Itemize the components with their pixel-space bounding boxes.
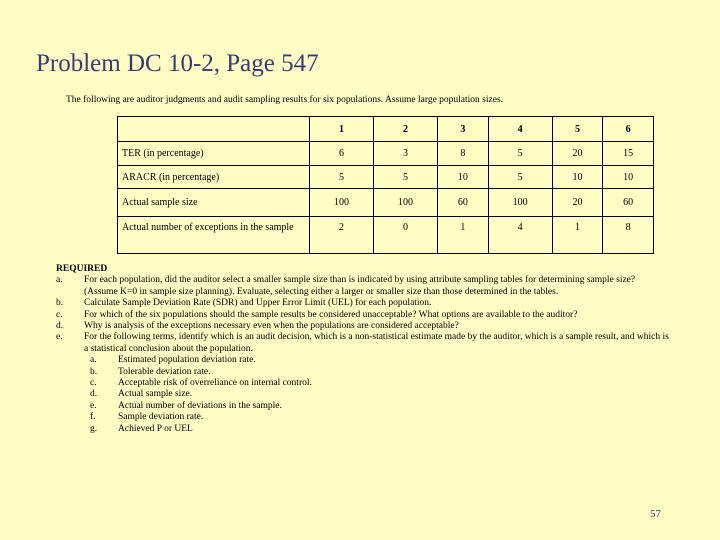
table-cell: 15 xyxy=(603,142,654,166)
question-marker: d. xyxy=(56,321,64,332)
row-label: ARACR (in percentage) xyxy=(118,166,310,189)
term-item xyxy=(56,424,671,435)
question-item xyxy=(56,321,671,332)
term-item xyxy=(56,355,671,366)
slide-title: Problem DC 10-2, Page 547 xyxy=(36,50,319,77)
term-marker: c. xyxy=(90,378,97,389)
data-table xyxy=(117,116,654,254)
required-heading: REQUIRED xyxy=(56,264,108,274)
table-header-cell: 5 xyxy=(552,117,603,142)
term-marker: e. xyxy=(90,400,97,411)
term-item xyxy=(56,412,671,423)
term-item xyxy=(56,401,671,412)
question-marker: b. xyxy=(56,298,64,309)
table-cell: 0 xyxy=(374,217,438,254)
table-cell: 10 xyxy=(438,166,489,189)
table-cell: 5 xyxy=(310,166,374,189)
table-header-cell: 4 xyxy=(488,117,552,142)
table-cell: 10 xyxy=(603,166,654,189)
table-header-cell xyxy=(118,117,310,142)
table-header-row xyxy=(118,117,654,142)
table-cell: 100 xyxy=(374,189,438,217)
table-row xyxy=(118,142,654,166)
row-label: TER (in percentage) xyxy=(118,142,310,166)
table-cell: 5 xyxy=(488,166,552,189)
term-marker: a. xyxy=(90,355,97,366)
table-cell: 10 xyxy=(552,166,603,189)
table-cell: 4 xyxy=(488,217,552,254)
term-item xyxy=(56,378,671,389)
term-text: Estimated population deviation rate. xyxy=(118,355,256,366)
table-cell: 5 xyxy=(374,166,438,189)
term-marker: d. xyxy=(90,389,98,400)
table-cell: 20 xyxy=(552,189,603,217)
question-text: For which of the six populations should the sample results be considered unacceptable? What options are available to the auditor? xyxy=(84,309,578,320)
question-text: For each population, did the auditor select a smaller sample size than is indicated by using attribute sampling tables for determining sample size? (Assume K=0 in sample size planning). Evaluate, selecting either a larger or smaller size than those determined in the tables. xyxy=(84,275,636,297)
question-text: Why is analysis of the exceptions necessary even when the populations are considered acceptable? xyxy=(84,321,459,332)
table-header-cell: 3 xyxy=(438,117,489,142)
table-cell: 20 xyxy=(552,142,603,166)
table-cell: 1 xyxy=(438,217,489,254)
question-item xyxy=(56,332,671,355)
question-marker: c. xyxy=(56,309,63,320)
question-item xyxy=(56,310,671,321)
term-item xyxy=(56,389,671,400)
table-header-cell: 6 xyxy=(603,117,654,142)
question-item xyxy=(56,275,671,298)
table-row xyxy=(118,166,654,189)
table-cell: 60 xyxy=(603,189,654,217)
table-cell: 3 xyxy=(374,142,438,166)
table-cell: 8 xyxy=(603,217,654,254)
table-cell: 1 xyxy=(552,217,603,254)
term-text: Acceptable risk of overreliance on internal control. xyxy=(118,378,312,389)
row-label: Actual sample size xyxy=(118,189,310,217)
term-text: Actual sample size. xyxy=(118,389,193,400)
table-row xyxy=(118,189,654,217)
table-row xyxy=(118,217,654,254)
table-header-cell: 1 xyxy=(310,117,374,142)
table-cell: 6 xyxy=(310,142,374,166)
required-section xyxy=(56,264,671,435)
term-marker: g. xyxy=(90,423,98,434)
page-number: 57 xyxy=(650,508,661,520)
term-text: Actual number of deviations in the sample. xyxy=(118,400,282,411)
table-cell: 5 xyxy=(488,142,552,166)
table-cell: 2 xyxy=(310,217,374,254)
table-cell: 100 xyxy=(488,189,552,217)
table-cell: 60 xyxy=(438,189,489,217)
term-marker: f. xyxy=(90,412,96,423)
row-label: Actual number of exceptions in the sample xyxy=(118,217,310,254)
intro-text: The following are auditor judgments and audit sampling results for six populations. Assume large population sizes. xyxy=(66,95,504,105)
question-item xyxy=(56,298,671,309)
term-item xyxy=(56,367,671,378)
question-text: Calculate Sample Deviation Rate (SDR) and Upper Error Limit (UEL) for each population. xyxy=(84,298,432,309)
term-text: Achieved P or UEL xyxy=(118,423,193,434)
term-text: Sample deviation rate. xyxy=(118,412,204,423)
table-cell: 8 xyxy=(438,142,489,166)
table-cell: 100 xyxy=(310,189,374,217)
term-marker: b. xyxy=(90,366,98,377)
question-marker: e. xyxy=(56,332,63,343)
question-marker: a. xyxy=(56,275,63,286)
term-text: Tolerable deviation rate. xyxy=(118,366,211,377)
question-text: For the following terms, identify which is an audit decision, which is a non-statistical estimate made by the auditor, which is a sample result, and which is a statistical conclusion about the population. xyxy=(84,332,669,354)
table-header-cell: 2 xyxy=(374,117,438,142)
